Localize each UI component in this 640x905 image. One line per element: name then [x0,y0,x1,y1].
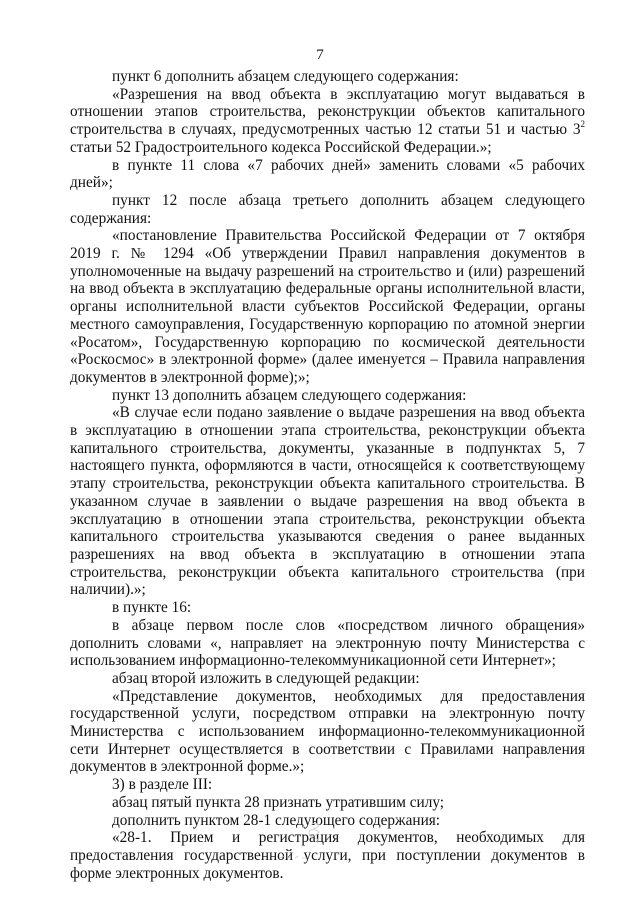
document-body [70,68,585,882]
paragraph: в абзаце первом после слов «посредством личного обращения» дополнить словами «, направляет на электронную почту Министерства с использованием информационно-телекоммуникационной сети Интернет»; [70,616,585,670]
faint-stamp-mark [250,820,340,870]
paragraph: дополнить пунктом 28-1 следующего содержания: [112,811,441,829]
paragraph: «постановление Правительства Российской Федерации от 7 октября 2019 г. № 1294 «Об утверждении Правил направления документов в уполномоченные на выдачу разрешений на строительство и (или) разрешений на ввод объекта в эксплуатацию федеральные органы исполнительной власти, органы исполнительной власти субъектов Российской Федерации, органы местного самоуправления, Государственную корпорацию по атомной энергии «Росатом», Государственную корпорацию по космической деятельности «Роскосмос» в электронной форме» (далее именуется – Правила направления документов в электронной форме);»; [70,227,585,386]
paragraph: абзац второй изложить в следующей редакции: [112,669,420,687]
paragraph: пункт 6 дополнить абзацем следующего содержания: [112,68,459,85]
paragraph-text-after: статьи 52 Градостроительного кодекса Российской Федерации.»; [70,138,492,156]
paragraph [70,86,585,157]
superscript: 2 [580,119,585,130]
paragraph: абзац пятый пункта 28 признать утратившим силу; [112,793,445,811]
paragraph: «28-1. Прием и регистрация документов, необходимых для предоставления государственной услуги, при поступлении документов в форме электронных документов. [70,829,585,882]
paragraph: пункт 13 дополнить абзацем следующего содержания: [112,386,467,404]
paragraph: в пункте 16: [112,599,192,617]
paragraph-text: «Разрешения на ввод объекта в эксплуатацию могут выдаваться в отношении этапов строительства, реконструкции объектов капитального строительства в случаях, предусмотренных частью 12 статьи 51 и частью 3 [70,85,585,139]
paragraph: 3) в разделе III: [112,776,213,794]
page-number: 7 [316,47,324,63]
paragraph: «В случае если подано заявление о выдаче разрешения на ввод объекта в эксплуатацию в отношении этапа строительства, реконструкции объекта капитального строительства, документы, указанные в подпунктах 5, 7 настоящего пункта, оформляются в части, относящейся к соответствующему этапу строительства, реконструкции объекта капитального строительства. В указанном случае в заявлении о выдаче разрешения на ввод объекта в эксплуатацию в отношении этапа строительства, реконструкции объекта капитального строительства указываются сведения о ранее выданных разрешениях на ввод объекта в эксплуатацию в отношении этапа строительства, реконструкции объекта капитального строительства (при наличии).»; [70,404,585,599]
paragraph: «Представление документов, необходимых для предоставления государственной услуги, посредством отправки на электронную почту Министерства с использованием информационно-телекоммуникационной сети Интернет осуществляется в соответствии с Правилами направления документов в электронной форме.»; [70,687,585,776]
paragraph: в пункте 11 слова «7 рабочих дней» заменить словами «5 рабочих дней»; [70,156,585,192]
paragraph: пункт 12 после абзаца третьего дополнить абзацем следующего содержания: [70,191,585,227]
